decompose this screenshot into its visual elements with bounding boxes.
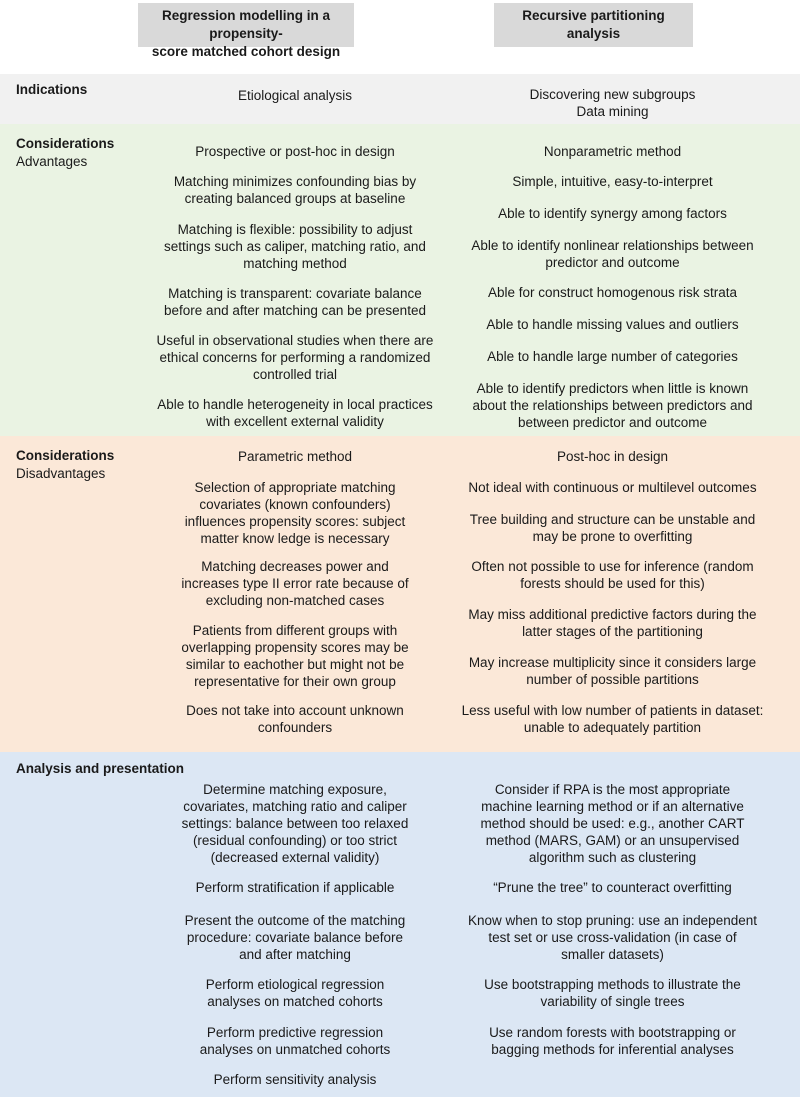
list-item: Selection of appropriate matching covariates (known confounders) influences propensity scores: subject matter know ledge is necessary bbox=[184, 480, 406, 546]
analysis-label bbox=[16, 760, 184, 778]
list-item: “Prune the tree” to counteract overfitting bbox=[493, 880, 732, 895]
list-item: Able to identify synergy among factors bbox=[498, 206, 727, 221]
list-item: May increase multiplicity since it considers large number of possible partitions bbox=[468, 655, 757, 687]
list-item: Present the outcome of the matching procedure: covariate balance before and after matching bbox=[184, 913, 406, 962]
indications-section bbox=[0, 74, 800, 124]
indications-left: Etiological analysis bbox=[237, 88, 353, 103]
advantages-heading: Considerations bbox=[16, 136, 115, 151]
list-item: Able for construct homogenous risk strata bbox=[487, 285, 738, 300]
list-item: Perform predictive regression analyses on unmatched cohorts bbox=[199, 1025, 391, 1057]
list-item: Tree building and structure can be unstable and may be prone to overfitting bbox=[469, 512, 756, 544]
list-item: Able to identify nonlinear relationships between predictor and outcome bbox=[471, 238, 754, 270]
list-item: Matching decreases power and increases type II error rate because of excluding non-matched cases bbox=[181, 559, 409, 608]
list-item: Able to handle large number of categories bbox=[487, 349, 738, 364]
disadvantages-label bbox=[16, 447, 114, 483]
list-item: Able to identify predictors when little is known about the relationships between predictors and between predictor and outcome bbox=[472, 381, 753, 430]
list-item: Determine matching exposure, covariates, matching ratio and caliper settings: balance between too relaxed (residual confounding) or too strict (decreased external validity) bbox=[181, 782, 409, 865]
list-item: Parametric method bbox=[237, 449, 353, 464]
list-item: Use random forests with bootstrapping or bagging methods for inferential analyses bbox=[489, 1025, 736, 1057]
analysis-section bbox=[0, 752, 800, 1097]
list-item: Able to handle missing values and outliers bbox=[486, 317, 739, 332]
column-header-regression: Regression modelling in a propensity- score matched cohort design bbox=[138, 3, 354, 47]
list-item: Perform stratification if applicable bbox=[195, 880, 395, 895]
list-item: Matching is transparent: covariate balance before and after matching can be presented bbox=[164, 286, 426, 318]
list-item: Use bootstrapping methods to illustrate the variability of single trees bbox=[484, 977, 741, 1009]
list-item: Less useful with low number of patients in dataset: unable to adequately partition bbox=[461, 703, 764, 735]
column-header-rpa: Recursive partitioning analysis bbox=[494, 3, 693, 47]
advantages-label bbox=[16, 135, 114, 171]
list-item: Patients from different groups with overlapping propensity scores may be similar to eachother but might not be representative for their own group bbox=[181, 623, 409, 689]
disadvantages-section bbox=[0, 436, 800, 752]
list-item: May miss additional predictive factors during the latter stages of the partitioning bbox=[468, 607, 757, 639]
list-item: Simple, intuitive, easy-to-interpret bbox=[512, 174, 713, 189]
analysis-heading: Analysis and presentation bbox=[16, 761, 185, 776]
list-item: Prospective or post-hoc in design bbox=[195, 144, 395, 159]
advantages-section bbox=[0, 124, 800, 436]
list-item: Consider if RPA is the most appropriate machine learning method or if an alternative method should be used: e.g., another CART method (MARS, GAM) or an unsupervised algorithm such as clustering bbox=[480, 782, 745, 865]
list-item: Matching is flexible: possibility to adjust settings such as caliper, matching ratio, and matching method bbox=[164, 222, 426, 271]
list-item: Often not possible to use for inference (random forests should be used for this) bbox=[471, 559, 754, 591]
indications-label bbox=[16, 81, 87, 99]
list-item: Useful in observational studies when there are ethical concerns for performing a randomized controlled trial bbox=[156, 333, 434, 382]
list-item: Matching minimizes confounding bias by creating balanced groups at baseline bbox=[173, 174, 417, 206]
list-item: Able to handle heterogeneity in local practices with excellent external validity bbox=[157, 397, 433, 429]
list-item: Know when to stop pruning: use an independent test set or use cross-validation (in case of smaller datasets) bbox=[468, 913, 757, 962]
list-item: Not ideal with continuous or multilevel outcomes bbox=[468, 480, 757, 495]
list-item: Nonparametric method bbox=[543, 144, 682, 159]
disadvantages-subheading: Disadvantages bbox=[16, 466, 106, 481]
list-item: Perform sensitivity analysis bbox=[213, 1072, 377, 1087]
advantages-subheading: Advantages bbox=[16, 154, 88, 169]
indications-right: Discovering new subgroups Data mining bbox=[529, 87, 696, 119]
disadvantages-heading: Considerations bbox=[16, 448, 115, 463]
list-item: Does not take into account unknown confounders bbox=[186, 703, 404, 735]
list-item: Perform etiological regression analyses on matched cohorts bbox=[205, 977, 385, 1009]
indications-heading: Indications bbox=[16, 82, 88, 97]
list-item: Post-hoc in design bbox=[556, 449, 669, 464]
